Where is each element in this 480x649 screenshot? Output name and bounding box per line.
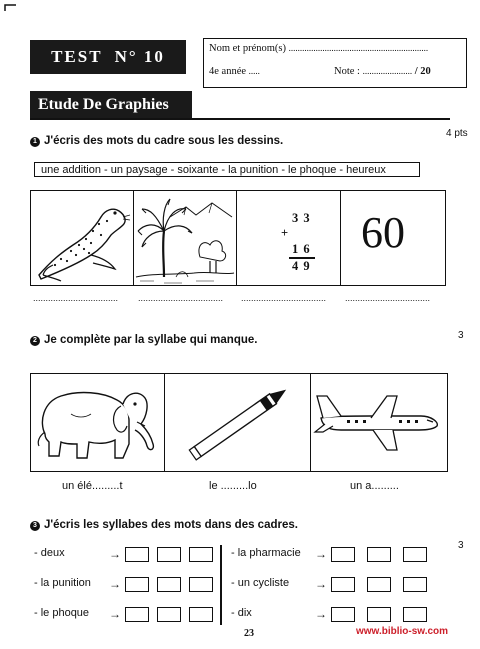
sum-result: 4 9 — [292, 259, 311, 273]
syllable-box[interactable] — [367, 607, 391, 622]
exercise3-points: 3 — [458, 540, 464, 551]
exercise2-text: Je complète par la syllabe qui manque. — [44, 334, 258, 346]
word-le-phoque: - le phoque — [34, 607, 90, 619]
airplane-icon — [311, 374, 445, 470]
column-divider — [220, 545, 222, 625]
test-label: TEST — [51, 47, 103, 66]
picture-cell-seal — [31, 191, 134, 285]
number-sixty: 60 — [361, 208, 405, 257]
word-dix: - dix — [231, 607, 252, 619]
addend-2: 1 6 — [292, 242, 311, 256]
student-info-box — [203, 38, 467, 88]
grade-field[interactable]: ..... — [248, 66, 260, 76]
word-deux: - deux — [34, 547, 65, 559]
test-title-box — [30, 40, 186, 74]
plus-sign: + — [281, 226, 289, 240]
title-underline — [30, 118, 450, 120]
syllable-box[interactable] — [403, 547, 427, 562]
syllable-box[interactable] — [189, 547, 213, 562]
name-label: Nom et prénom(s) — [209, 43, 286, 54]
exercise1-text: J'écris des mots du cadre sous les dessins. — [44, 135, 284, 147]
syllable-box[interactable] — [157, 577, 181, 592]
elephant-icon — [31, 374, 163, 470]
arrow-icon: → — [109, 607, 121, 621]
note-field[interactable]: ...................... — [362, 66, 413, 76]
syllable-box[interactable] — [157, 547, 181, 562]
answer-line-1[interactable]: .................................. — [33, 293, 119, 303]
website-link[interactable]: www.biblio-sw.com — [356, 626, 449, 637]
picture-cell-number — [341, 191, 444, 285]
syllable-box[interactable] — [403, 607, 427, 622]
picture-cell-airplane — [311, 374, 447, 471]
note-total: / 20 — [414, 66, 431, 77]
arrow-icon: → — [109, 547, 121, 561]
picture-cell-elephant — [31, 374, 165, 471]
syllable-box[interactable] — [157, 607, 181, 622]
exercise1-instruction — [30, 135, 283, 147]
test-number: N° 10 — [114, 47, 165, 66]
grade-label: 4e année — [209, 66, 247, 77]
name-row — [209, 43, 428, 54]
answer-line-2[interactable]: .................................. — [138, 293, 224, 303]
picture-cell-addition — [237, 191, 341, 285]
syllable-box[interactable] — [331, 607, 355, 622]
syllable-box[interactable] — [189, 607, 213, 622]
syllable-item-pen[interactable]: le .........lo — [209, 480, 257, 492]
syllable-box[interactable] — [403, 577, 427, 592]
answer-line-4[interactable]: .................................. — [345, 293, 431, 303]
landscape-icon — [134, 191, 235, 284]
note-row — [334, 66, 431, 77]
answer-line-3[interactable]: .................................. — [241, 293, 327, 303]
arrow-icon: → — [315, 577, 327, 591]
addend-1: 3 3 — [292, 211, 311, 225]
page-number: 23 — [244, 628, 254, 639]
syllable-box[interactable] — [125, 607, 149, 622]
syllable-item-airplane[interactable]: un a......... — [350, 480, 399, 492]
syllable-box[interactable] — [367, 577, 391, 592]
seal-icon — [31, 191, 132, 284]
word-la-punition: - la punition — [34, 577, 91, 589]
word-la-pharmacie: - la pharmacie — [231, 547, 301, 559]
word-bank: une addition - un paysage - soixante - la punition - le phoque - heureux — [34, 162, 420, 177]
exercise3-instruction — [30, 519, 298, 531]
syllable-box[interactable] — [367, 547, 391, 562]
name-field[interactable]: .............................................................. — [288, 43, 429, 53]
syllable-box[interactable] — [189, 577, 213, 592]
note-label: Note : — [334, 66, 360, 77]
syllable-box[interactable] — [331, 547, 355, 562]
picture-grid-2 — [30, 373, 448, 472]
syllable-box[interactable] — [125, 577, 149, 592]
picture-grid-1 — [30, 190, 446, 286]
picture-cell-landscape — [134, 191, 237, 285]
pen-icon — [165, 374, 309, 470]
exercise1-points: 4 pts — [446, 128, 468, 139]
exercise1-bullet: 1 — [30, 137, 40, 147]
arrow-icon: → — [109, 577, 121, 591]
section-title: Etude De Graphies — [30, 91, 192, 118]
arrow-icon: → — [315, 547, 327, 561]
word-un-cycliste: - un cycliste — [231, 577, 290, 589]
grade-row — [209, 66, 260, 77]
exercise3-text: J'écris les syllabes des mots dans des cadres. — [44, 519, 298, 531]
exercise2-instruction — [30, 334, 257, 346]
exercise3-bullet: 3 — [30, 521, 40, 531]
corner-mark-icon — [4, 2, 18, 14]
syllable-box[interactable] — [125, 547, 149, 562]
exercise2-points: 3 — [458, 330, 464, 341]
arrow-icon: → — [315, 607, 327, 621]
exercise2-bullet: 2 — [30, 336, 40, 346]
syllable-item-elephant[interactable]: un élé.........t — [62, 480, 123, 492]
picture-cell-pen — [165, 374, 311, 471]
syllable-box[interactable] — [331, 577, 355, 592]
